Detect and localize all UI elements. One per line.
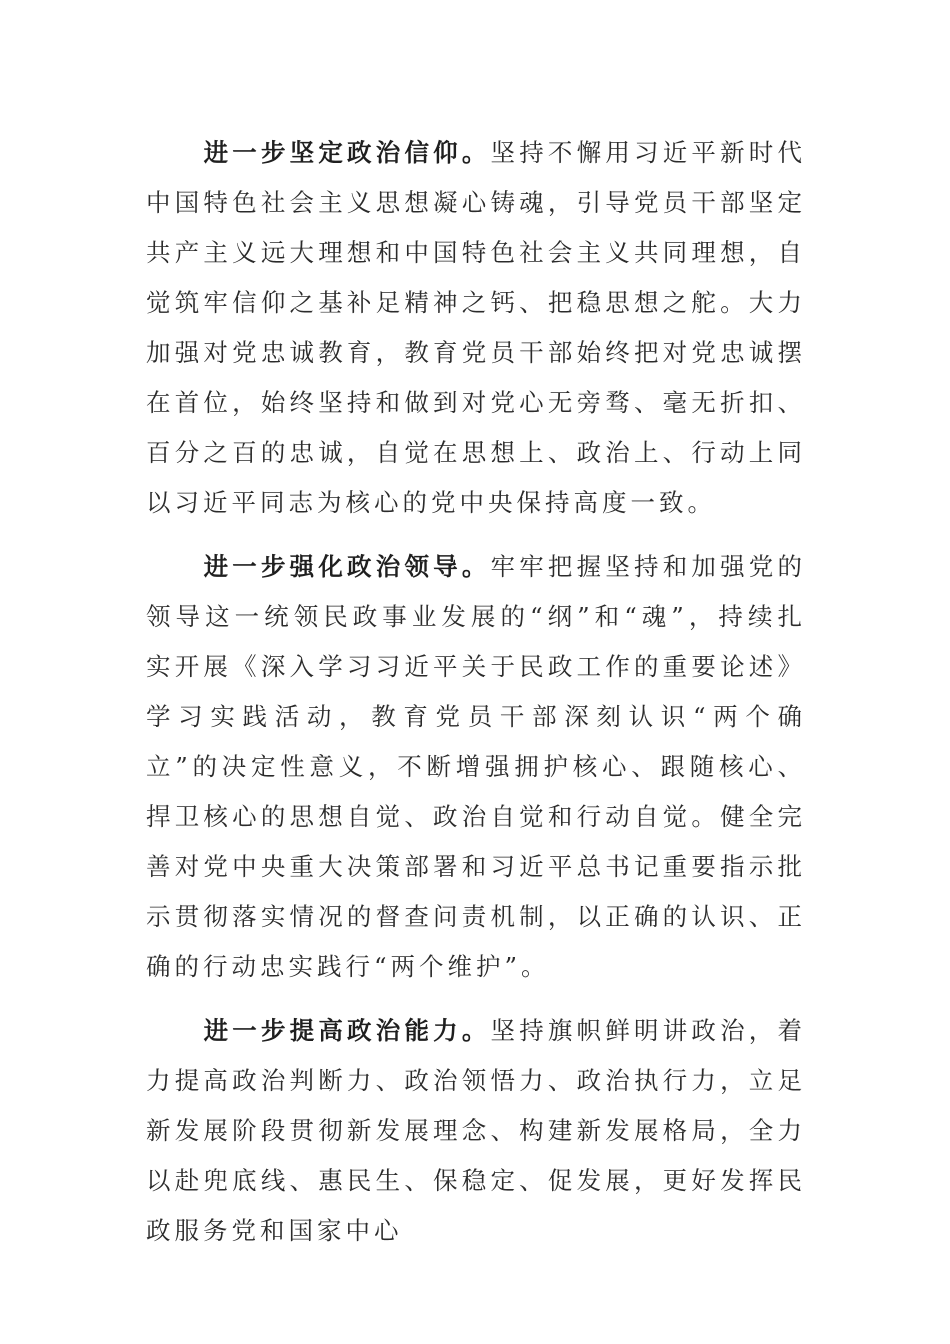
paragraph-political-leadership <box>146 542 806 992</box>
document-body <box>146 128 806 1258</box>
paragraph-text: 牢牢把握坚持和加强党的领导这一统领民政事业发展的“纲”和“魂”，持续扎实开展《深入学习习近平关于民政工作的重要论述》学习实践活动，教育党员干部深刻认识“两个确立”的决定性意义，不断增强拥护核心、跟随核心、捍卫核心的思想自觉、政治自觉和行动自觉。健全完善对党中央重大决策部署和习近平总书记重要指示批示贯彻落实情况的督查问责机制，以正确的认识、正确的行动忠实践行“两个维护”。 <box>146 552 806 981</box>
paragraph-political-belief <box>146 128 806 528</box>
paragraph-text: 坚持不懈用习近平新时代中国特色社会主义思想凝心铸魂，引导党员干部坚定共产主义远大理想和中国特色社会主义共同理想，自觉筑牢信仰之基补足精神之钙、把稳思想之舵。大力加强对党忠诚教育，教育党员干部始终把对党忠诚摆在首位，始终坚持和做到对党心无旁骛、毫无折扣、百分之百的忠诚，自觉在思想上、政治上、行动上同以习近平同志为核心的党中央保持高度一致。 <box>146 138 806 517</box>
paragraph-heading: 进一步坚定政治信仰。 <box>203 138 491 167</box>
paragraph-political-ability <box>146 1006 806 1256</box>
paragraph-heading: 进一步强化政治领导。 <box>203 552 491 581</box>
paragraph-text: 坚持旗帜鲜明讲政治，着力提高政治判断力、政治领悟力、政治执行力，立足新发展阶段贯彻新发展理念、构建新发展格局，全力以赴兜底线、惠民生、保稳定、促发展，更好发挥民政服务党和国家中心 <box>146 1016 806 1245</box>
paragraph-heading: 进一步提高政治能力。 <box>203 1016 491 1045</box>
